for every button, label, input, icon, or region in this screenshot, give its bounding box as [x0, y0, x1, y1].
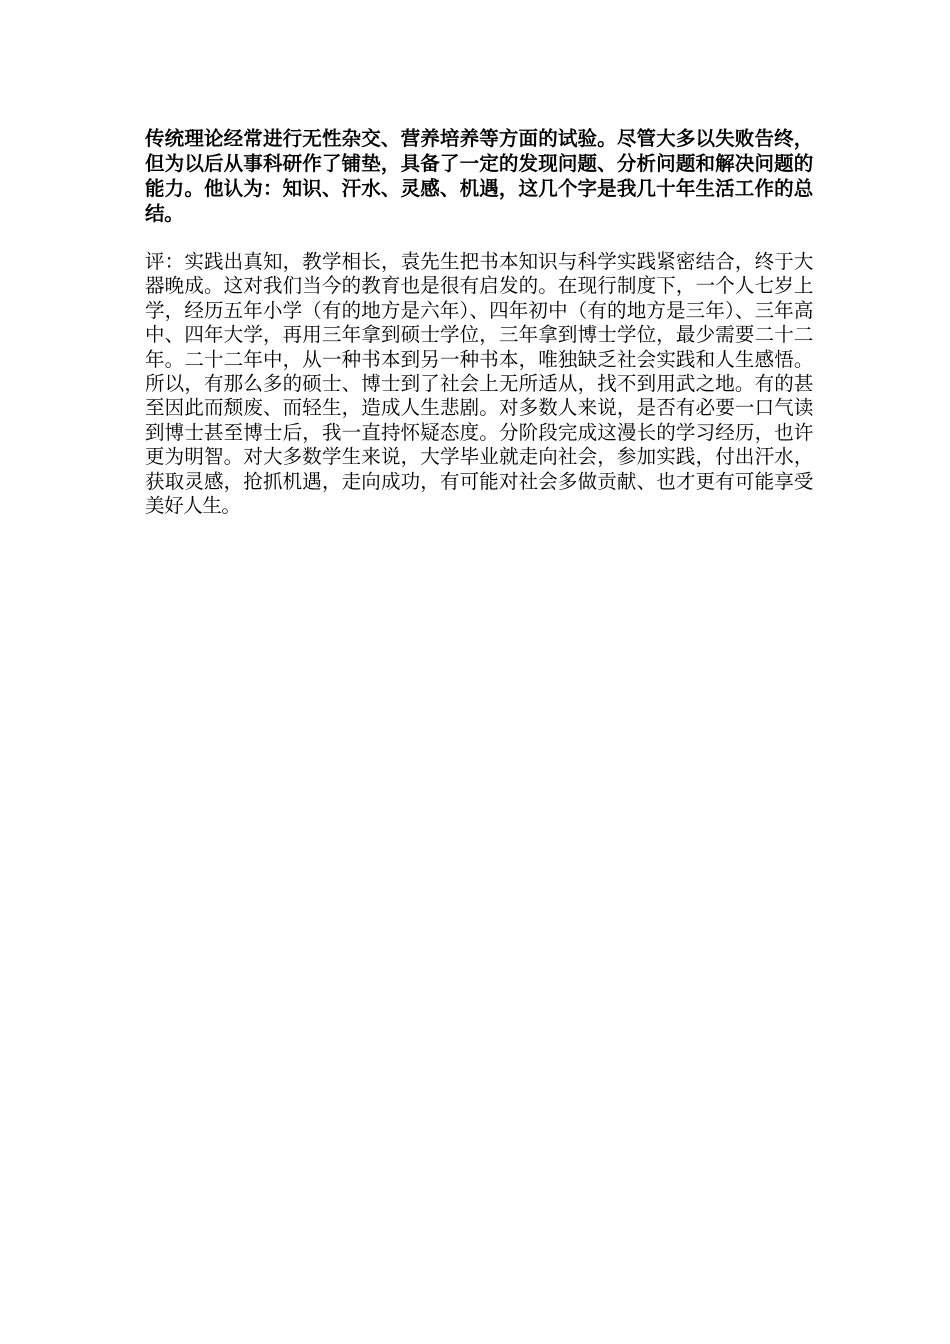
commentary-paragraph: 评：实践出真知，教学相长，袁先生把书本知识与科学实践紧密结合，终于大器晚成。这对我们当今的教育也是很有启发的。在现行制度下，一个人七岁上学，经历五年小学（有的地方是六年）、四年初中（有的地方是三年）、三年高中、四年大学，再用三年拿到硕士学位，三年拿到博士学位，最少需要二十二年。二十二年中，从一种书本到另一种书本，唯独缺乏社会实践和人生感悟。所以，有那么多的硕士、博士到了社会上无所适从，找不到用武之地。有的甚至因此而颓废、而轻生，造成人生悲剧。对多数人来说，是否有必要一口气读到博士甚至博士后，我一直持怀疑态度。分阶段完成这漫长的学习经历，也许更为明智。对大多数学生来说，大学毕业就走向社会，参加实践，付出汗水，获取灵感，抢抓机遇，走向成功，有可能对社会多做贡献、也才更有可能享受美好人生。: [145, 250, 813, 518]
bold-paragraph: 传统理论经常进行无性杂交、营养培养等方面的试验。尽管大多以失败告终，但为以后从事科研作了铺垫，具备了一定的发现问题、分析问题和解决问题的能力。他认为：知识、汗水、灵感、机遇，这几个字是我几十年生活工作的总结。: [145, 127, 813, 225]
document-page: [145, 126, 813, 518]
